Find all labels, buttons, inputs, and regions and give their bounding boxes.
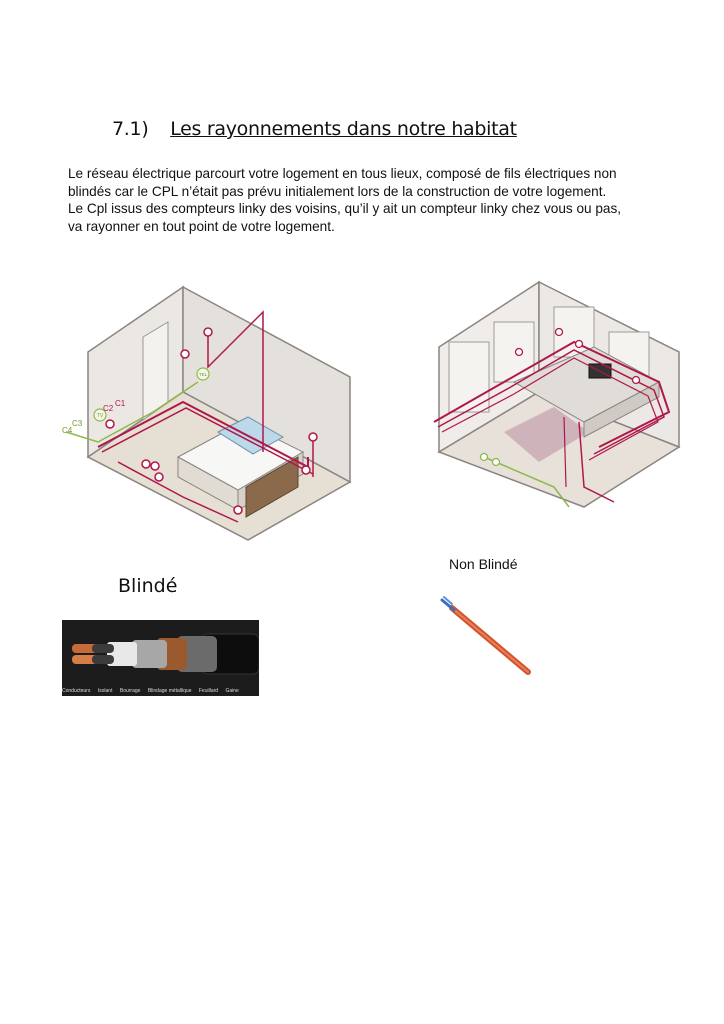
shielded-cable-image bbox=[62, 620, 259, 696]
cable-part-label: Conducteurs bbox=[62, 688, 91, 694]
cable-part-label: Bourrage bbox=[119, 688, 141, 694]
circuit-c4-label: C4 bbox=[62, 426, 73, 435]
section-number: 7.1) bbox=[112, 118, 149, 140]
paragraph-line: va rayonner en tout point de votre logement. bbox=[68, 218, 335, 234]
kitchen-wiring-illustration bbox=[424, 272, 684, 522]
paragraph-line: Le réseau électrique parcourt votre logement en tous lieux, composé de fils électriques non bbox=[68, 166, 617, 181]
circuit-c2-label: C2 bbox=[103, 404, 114, 413]
non-shielded-label: Non Blindé bbox=[449, 556, 518, 572]
unshielded-cable-image bbox=[438, 592, 534, 678]
paragraph-line: blindés car le CPL n’était pas prévu initialement lors de la construction de votre logement. bbox=[68, 183, 607, 199]
paragraph-line: Le Cpl issus des compteurs linky des voisins, qu’il y ait un compteur linky chez vous ou pas, bbox=[68, 201, 622, 216]
tv-label: TV bbox=[96, 413, 104, 419]
cable-parts-caption bbox=[62, 688, 259, 694]
section-heading bbox=[112, 118, 517, 140]
cable-part-label: Isolant bbox=[97, 688, 113, 694]
cable-part-label: Feuillard bbox=[198, 688, 219, 694]
bedroom-wiring-illustration bbox=[58, 282, 362, 542]
circuit-c3-label: C3 bbox=[72, 419, 83, 428]
section-title: Les rayonnements dans notre habitat bbox=[170, 118, 517, 140]
cable-part-label: Blindage métallique bbox=[147, 688, 192, 694]
shielded-label: Blindé bbox=[118, 575, 178, 597]
circuit-c1-label: C1 bbox=[115, 399, 126, 408]
tel-label: TEL bbox=[198, 372, 208, 377]
intro-paragraph bbox=[68, 165, 668, 235]
cable-part-label: Gaine bbox=[225, 688, 239, 694]
